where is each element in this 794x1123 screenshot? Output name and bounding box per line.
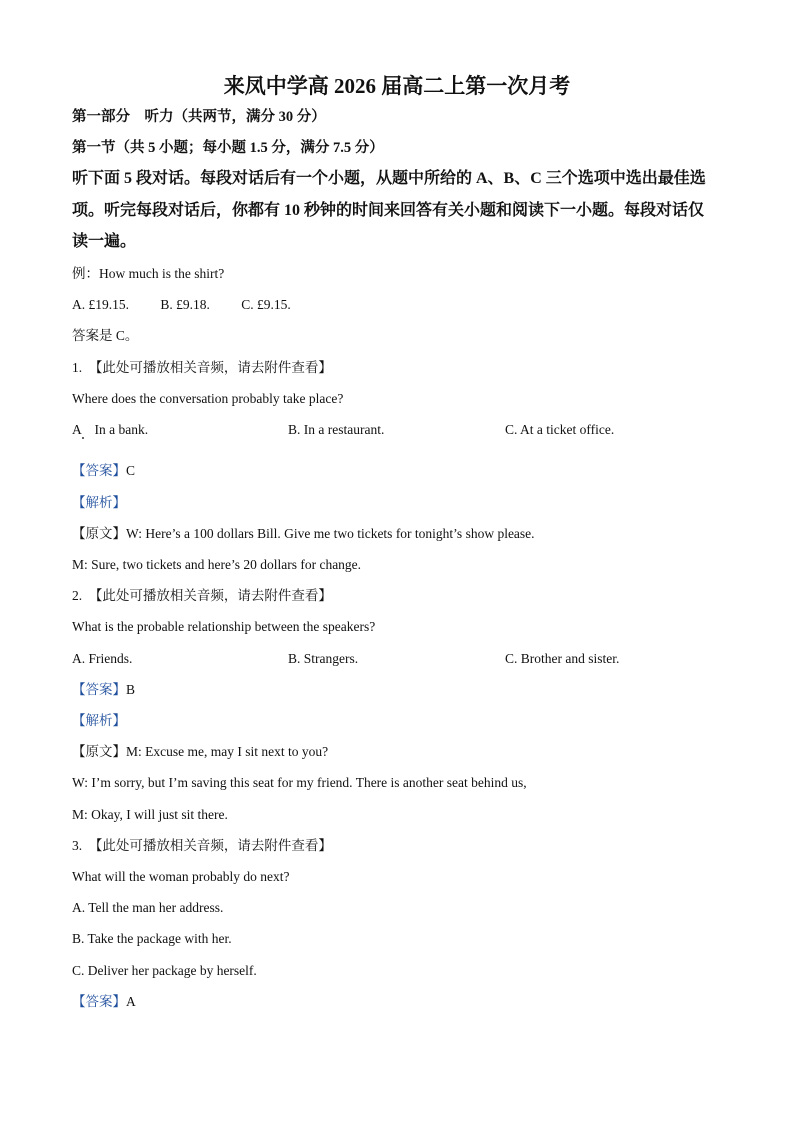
q1-transcript-line-1 xyxy=(72,525,535,543)
q1-option-b: B. In a restaurant. xyxy=(288,422,385,437)
stray-dot xyxy=(82,437,84,439)
example-option-b: B. £9.18. xyxy=(160,297,210,312)
q2-option-b: B. Strangers. xyxy=(288,651,359,666)
q3-option-c: C. Deliver her package by herself. xyxy=(72,963,257,978)
example-question: 例：How much is the shirt? xyxy=(72,266,225,281)
section1-heading: 第一节（共 5 小题；每小题 1.5 分，满分 7.5 分） xyxy=(72,140,384,156)
q2-original-tag: 【原文】 xyxy=(72,744,126,759)
q1-transcript-line-2: M: Sure, two tickets and here’s 20 dollars for change. xyxy=(72,557,362,572)
q1-option-a: A In a bank. xyxy=(72,422,149,437)
q3-answer: A xyxy=(126,994,136,1009)
q1-audio-note: 【此处可播放相关音频，请去附件查看】 xyxy=(88,360,332,375)
q1-number: 1. xyxy=(72,360,83,375)
instruction-line-3: 读一遍。 xyxy=(72,233,137,250)
example-answer: 答案是 C。 xyxy=(72,328,139,343)
q2-answer-line xyxy=(72,681,135,699)
q1-original-tag: 【原文】 xyxy=(72,526,126,541)
q3-audio-line xyxy=(72,837,332,855)
q2-audio-note: 【此处可播放相关音频，请去附件查看】 xyxy=(88,588,332,603)
q1-audio-line xyxy=(72,359,332,377)
q3-number: 3. xyxy=(72,838,83,853)
q2-number: 2. xyxy=(72,588,83,603)
q3-question: What will the woman probably do next? xyxy=(72,869,290,884)
q2-question: What is the probable relationship between the speakers? xyxy=(72,619,376,634)
page-title: 来凤中学高 2026 届高二上第一次月考 xyxy=(223,74,571,98)
q3-option-a: A. Tell the man her address. xyxy=(72,900,224,915)
q3-audio-note: 【此处可播放相关音频，请去附件查看】 xyxy=(88,838,332,853)
example-options xyxy=(72,296,291,314)
q1-question: Where does the conversation probably take place? xyxy=(72,391,344,406)
q2-option-a: A. Friends. xyxy=(72,651,133,666)
q1-answer-line xyxy=(72,462,135,480)
q1-transcript-text-1: W: Here’s a 100 dollars Bill. Give me two tickets for tonight’s show please. xyxy=(126,526,535,541)
q2-answer: B xyxy=(126,682,136,697)
example-option-a: A. £19.15. xyxy=(72,297,129,312)
q1-answer-tag: 【答案】 xyxy=(72,463,126,478)
example-option-c: C. £9.15. xyxy=(241,297,291,312)
q1-option-c: C. At a ticket office. xyxy=(505,422,615,437)
q3-option-b: B. Take the package with her. xyxy=(72,931,232,946)
part1-heading: 第一部分 听力（共两节，满分 30 分） xyxy=(72,109,326,125)
q2-answer-tag: 【答案】 xyxy=(72,682,126,697)
q3-answer-tag: 【答案】 xyxy=(72,994,126,1009)
q2-transcript-line-1 xyxy=(72,743,328,761)
q2-audio-line xyxy=(72,587,332,605)
q3-answer-line xyxy=(72,993,136,1011)
instruction-line-2: 项。听完每段对话后，你都有 10 秒钟的时间来回答有关小题和阅读下一小题。每段对话仅 xyxy=(72,202,705,219)
q2-transcript-line-2: W: I’m sorry, but I’m saving this seat for my friend. There is another seat behind us, xyxy=(72,775,527,790)
instruction-line-1: 听下面 5 段对话。每段对话后有一个小题，从题中所给的 A、B、C 三个选项中选出最佳选 xyxy=(72,170,706,187)
q1-answer: C xyxy=(126,463,136,478)
q2-analysis-tag: 【解析】 xyxy=(72,713,126,728)
q1-analysis-tag: 【解析】 xyxy=(72,495,126,510)
q2-transcript-text-1: M: Excuse me, may I sit next to you? xyxy=(126,744,329,759)
q2-option-c: C. Brother and sister. xyxy=(505,651,620,666)
q2-transcript-line-3: M: Okay, I will just sit there. xyxy=(72,807,228,822)
